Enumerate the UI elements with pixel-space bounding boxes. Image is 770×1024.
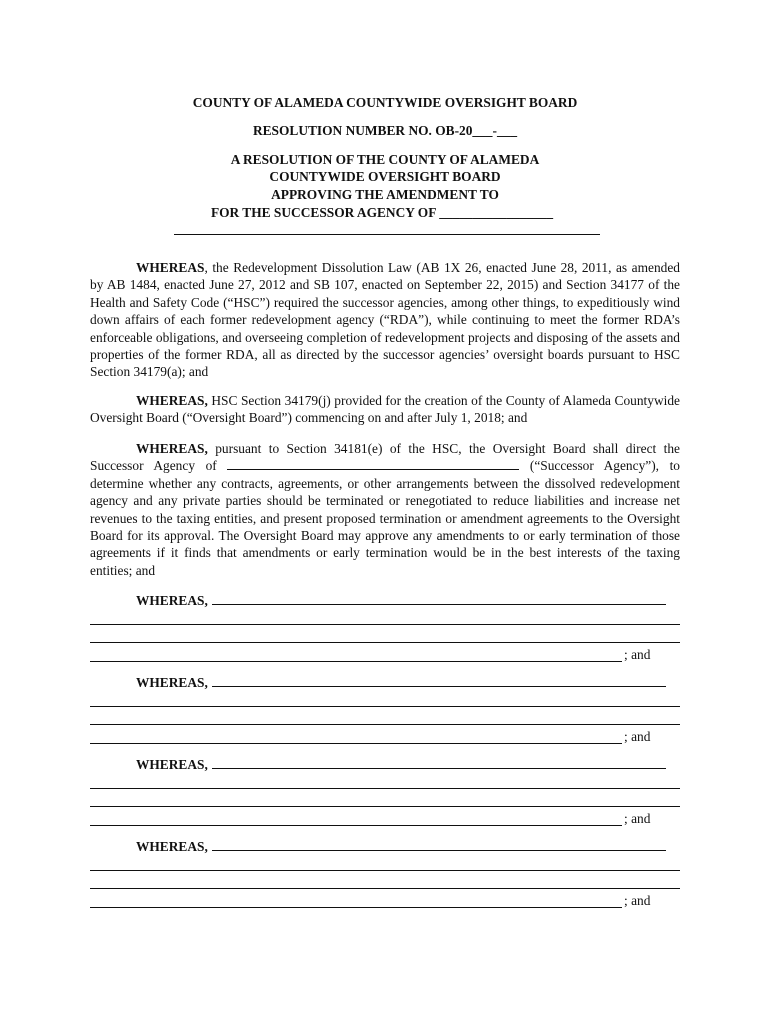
clause-blank-line[interactable]	[90, 788, 680, 789]
board-title: COUNTY OF ALAMEDA COUNTYWIDE OVERSIGHT BOARD	[192, 95, 578, 110]
blank-clause-2	[136, 674, 666, 691]
whereas-lead: WHEREAS	[136, 260, 205, 275]
blank-clause-3	[136, 756, 666, 773]
clause-ending: ; and	[624, 647, 651, 662]
clause-blank-line[interactable]	[90, 706, 680, 707]
whereas-lead: WHEREAS,	[136, 675, 208, 690]
clause-blank-line[interactable]	[90, 806, 680, 807]
blank-clause-1	[136, 592, 666, 609]
clause-blank-line[interactable]	[212, 756, 666, 769]
whereas-paragraph-1	[90, 259, 680, 381]
successor-agency-blank[interactable]	[227, 457, 519, 470]
clause-blank-line[interactable]	[90, 825, 622, 826]
paragraph-text: pursuant to Section 34181(e) of the HSC, the Oversight Board shall direct the Successor Agency of	[90, 441, 680, 474]
paragraph-text: , the Redevelopment Dissolution Law (AB 1X 26, enacted June 28, 2011, as amended by AB 1484, enacted June 27, 2012 and SB 107, enacted on September 22, 2015) and Section 34177 of the Health and Safety Code (“HSC”) required the successor agencies, among other things, to expeditiously wind down affairs of each former redevelopment agency (“RDA”), while continuing to meet the former RDA’s enforceable obligations, and overseeing completion of redevelopment projects and disposing of the assets and properties of the former RDA, all as directed by the successor agencies’ oversight boards pursuant to HSC Section 34179(a); and	[90, 260, 680, 380]
clause-blank-line[interactable]	[90, 642, 680, 643]
resolution-number: RESOLUTION NUMBER NO. OB-20___-___	[252, 123, 518, 138]
paragraph-text: (“Successor Agency”), to determine whether any contracts, agreements, or other arrangements between the dissolved redevelopment agency and any private parties should be terminated or renegotiated to reduce liabilities and increase net revenues to the taxing entities, and present proposed termination or amendment agreements to the Oversight Board for its approval. The Oversight Board may approve any amendments to or early termination of those agreements if it finds that amendments or early termination would be in the best interests of the taxing entities; and	[90, 458, 680, 578]
resolution-title-line-1: A RESOLUTION OF THE COUNTY OF ALAMEDA	[230, 152, 540, 167]
clause-blank-line[interactable]	[90, 724, 680, 725]
whereas-paragraph-2	[90, 392, 680, 427]
resolution-title-line-3: APPROVING THE AMENDMENT TO	[271, 187, 499, 202]
resolution-title-line-2: COUNTYWIDE OVERSIGHT BOARD	[269, 169, 501, 184]
whereas-lead: WHEREAS,	[136, 757, 208, 772]
clause-blank-line[interactable]	[212, 592, 666, 605]
clause-blank-line[interactable]	[90, 870, 680, 871]
whereas-paragraph-3	[90, 440, 680, 579]
whereas-lead: WHEREAS,	[136, 393, 208, 408]
clause-ending: ; and	[624, 893, 651, 908]
resolution-title-line-4: FOR THE SUCCESSOR AGENCY OF _________________	[210, 205, 554, 220]
whereas-lead: WHEREAS,	[136, 593, 208, 608]
whereas-lead: WHEREAS,	[136, 441, 208, 456]
clause-blank-line[interactable]	[90, 888, 680, 889]
clause-ending: ; and	[624, 729, 651, 744]
clause-blank-line[interactable]	[90, 624, 680, 625]
blank-clause-4	[136, 838, 666, 855]
paragraph-text: HSC Section 34179(j) provided for the creation of the County of Alameda Countywide Oversight Board (“Oversight Board”) commencing on and after July 1, 2018; and	[90, 393, 680, 426]
title-divider	[174, 234, 600, 235]
clause-blank-line[interactable]	[212, 838, 666, 851]
clause-ending: ; and	[624, 811, 651, 826]
clause-blank-line[interactable]	[90, 743, 622, 744]
clause-blank-line[interactable]	[90, 661, 622, 662]
clause-blank-line[interactable]	[90, 907, 622, 908]
whereas-lead: WHEREAS,	[136, 839, 208, 854]
clause-blank-line[interactable]	[212, 674, 666, 687]
